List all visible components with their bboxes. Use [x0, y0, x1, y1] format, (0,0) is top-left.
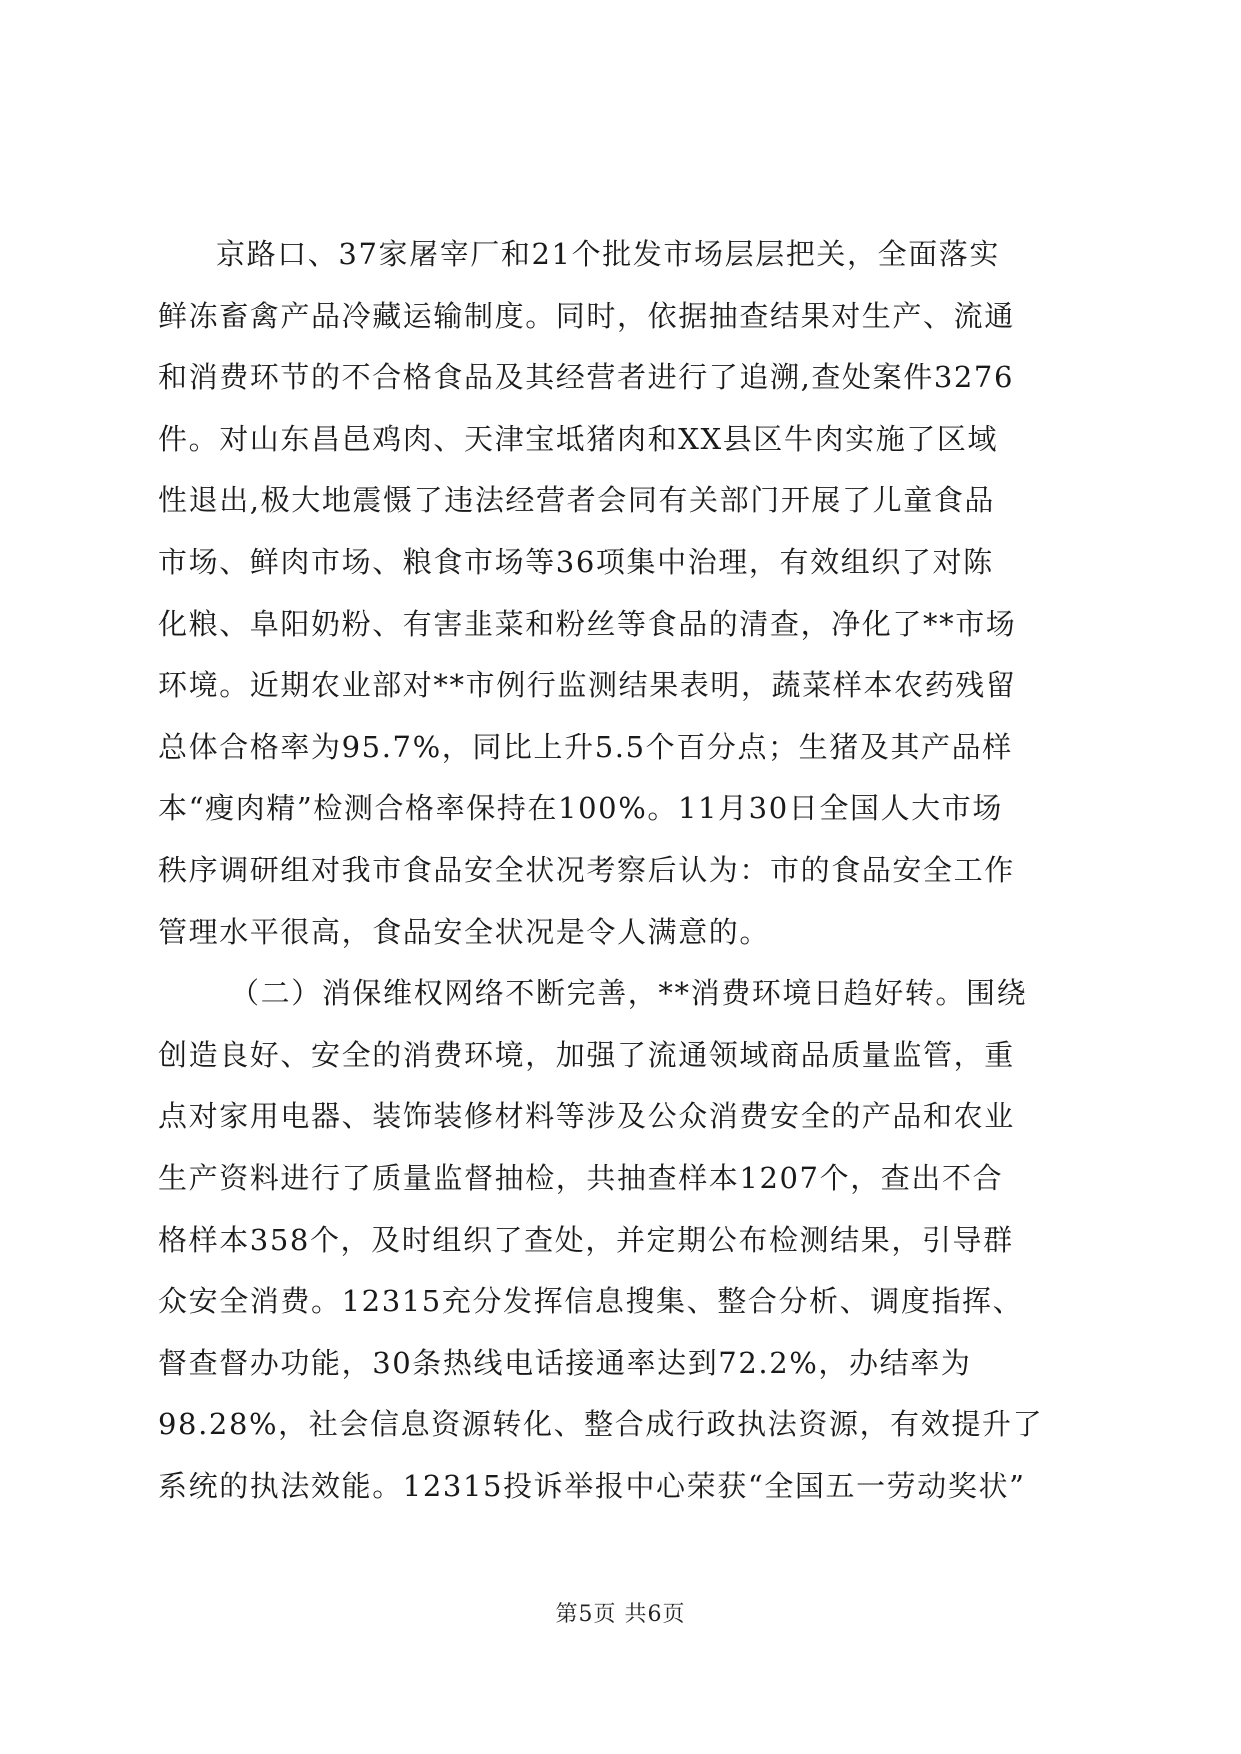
text-line: 系统的执法效能。12315投诉举报中心荣获“全国五一劳动奖状” [158, 1468, 1026, 1503]
text-line: 环境。近期农业部对**市例行监测结果表明，蔬菜样本农药残留 [158, 668, 1017, 703]
page-number-footer: 第5页 共6页 [555, 1602, 686, 1627]
text-line: 督查督办功能，30条热线电话接通率达到72.2%，办结率为 [158, 1345, 972, 1380]
text-line: 创造良好、安全的消费环境，加强了流通领域商品质量监管，重 [158, 1037, 1015, 1072]
text-line: 性退出,极大地震慑了违法经营者会同有关部门开展了儿童食品 [158, 483, 996, 518]
text-line: 点对家用电器、装饰装修材料等涉及公众消费安全的产品和农业 [158, 1099, 1015, 1134]
text-line: 市场、鲜肉市场、粮食市场等36项集中治理，有效组织了对陈 [158, 544, 994, 579]
document-body [158, 224, 1088, 1517]
text-line: 京路口、37家屠宰厂和21个批发市场层层把关，全面落实 [216, 237, 1001, 271]
text-line: 98.28%，社会信息资源转化、整合成行政执法资源，有效提升了 [158, 1407, 1044, 1442]
text-line: 化粮、阜阳奶粉、有害韭菜和粉丝等食品的清查，净化了**市场 [158, 606, 1017, 641]
text-line: 生产资料进行了质量监督抽检，共抽查样本1207个，查出不合 [158, 1160, 1004, 1195]
text-line: 件。对山东昌邑鸡肉、天津宝坻猪肉和XX县区牛肉实施了区域 [158, 421, 999, 456]
text-line: 格样本358个，及时组织了查处，并定期公布检测结果，引导群 [158, 1222, 1014, 1257]
text-line: 众安全消费。12315充分发挥信息搜集、整合分析、调度指挥、 [158, 1284, 1024, 1319]
text-line: 秩序调研组对我市食品安全状况考察后认为：市的食品安全工作 [158, 852, 1015, 887]
text-line: 鲜冻畜禽产品冷藏运输制度。同时，依据抽查结果对生产、流通 [158, 298, 1015, 333]
section-heading-line: （二）消保维权网络不断完善，**消费环境日趋好转。围绕 [230, 976, 1028, 1011]
text-line: 本“瘦肉精”检测合格率保持在100%。11月30日全国人大市场 [158, 791, 1003, 826]
text-line: 总体合格率为95.7%，同比上升5.5个百分点；生猪及其产品样 [158, 729, 1013, 764]
text-line: 和消费环节的不合格食品及其经营者进行了追溯,查处案件3276 [158, 360, 1015, 395]
text-line: 管理水平很高，食品安全状况是令人满意的。 [158, 914, 771, 949]
